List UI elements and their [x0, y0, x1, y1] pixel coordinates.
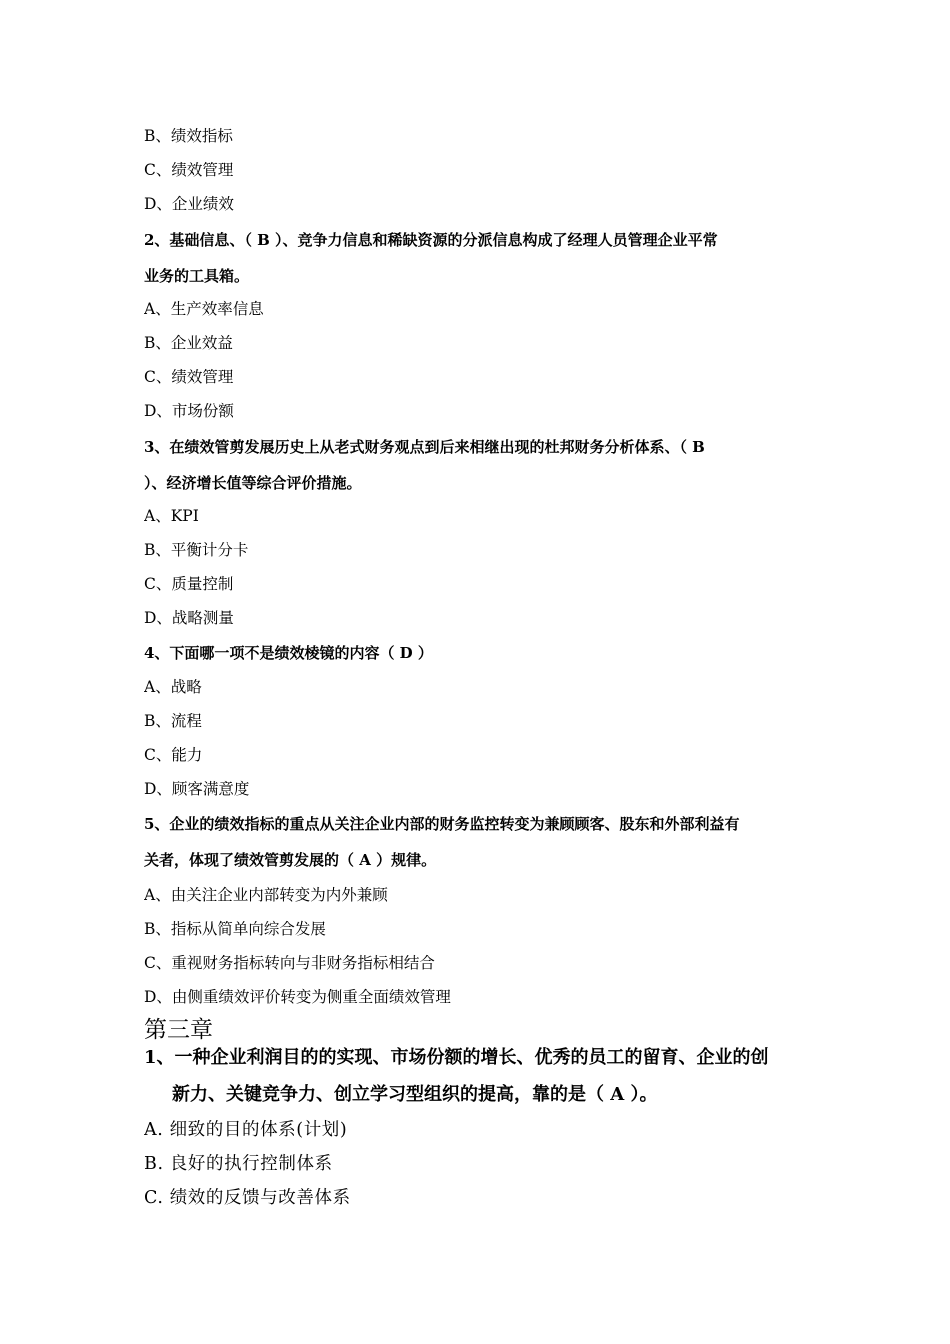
question-4: 4、下面哪一项不是绩效棱镜的内容（ D ） — [144, 644, 433, 662]
option-a: A、生产效率信息 — [144, 300, 264, 318]
option-c: C. 绩效的反馈与改善体系 — [144, 1188, 351, 1208]
option-b: B、绩效指标 — [144, 127, 233, 145]
option-d: D、战略测量 — [144, 609, 234, 627]
option-a: A、由关注企业内部转变为内外兼顾 — [144, 886, 388, 904]
option-c: C、绩效管理 — [144, 161, 234, 179]
option-c: C、绩效管理 — [144, 368, 234, 386]
option-d: D、市场份额 — [144, 402, 234, 420]
question-3-line-1: 3、在绩效管剪发展历史上从老式财务观点到后来相继出现的杜邦财务分析体系、（ B — [144, 438, 705, 456]
option-c: C、质量控制 — [144, 575, 234, 593]
option-c: C、能力 — [144, 746, 203, 764]
chapter-heading: 第三章 — [144, 1017, 213, 1043]
chapter-3-question-1-line-1: 1、一种企业利润目的的实现、市场份额的增长、优秀的员工的留育、企业的创 — [144, 1047, 769, 1068]
question-2-line-1: 2、基础信息、（ B ）、竞争力信息和稀缺资源的分派信息构成了经理人员管理企业平常 — [144, 231, 718, 249]
question-5-line-2: 关者，体现了绩效管剪发展的（ A ）规律。 — [144, 851, 437, 869]
option-b: B、流程 — [144, 712, 202, 730]
option-d: D、由侧重绩效评价转变为侧重全面绩效管理 — [144, 988, 451, 1006]
option-a: A、KPI — [144, 507, 199, 525]
option-d: D、企业绩效 — [144, 195, 234, 213]
option-a: A. 细致的目的体系(计划) — [144, 1120, 348, 1140]
option-b: B、企业效益 — [144, 334, 233, 352]
option-b: B、指标从简单向综合发展 — [144, 920, 326, 938]
question-2-line-2: 业务的工具箱。 — [144, 267, 250, 285]
option-b: B. 良好的执行控制体系 — [144, 1154, 333, 1174]
option-b: B、平衡计分卡 — [144, 541, 249, 559]
chapter-3-question-1-line-2: 新力、关键竞争力、创立学习型组织的提高，靠的是（ A ）。 — [172, 1084, 658, 1105]
option-d: D、顾客满意度 — [144, 780, 250, 798]
question-5-line-1: 5、企业的绩效指标的重点从关注企业内部的财务监控转变为兼顾顾客、股东和外部利益有 — [144, 815, 740, 833]
option-a: A、战略 — [144, 678, 202, 696]
option-c: C、重视财务指标转向与非财务指标相结合 — [144, 954, 435, 972]
question-3-line-2: ）、经济增长值等综合评价措施。 — [144, 474, 362, 492]
